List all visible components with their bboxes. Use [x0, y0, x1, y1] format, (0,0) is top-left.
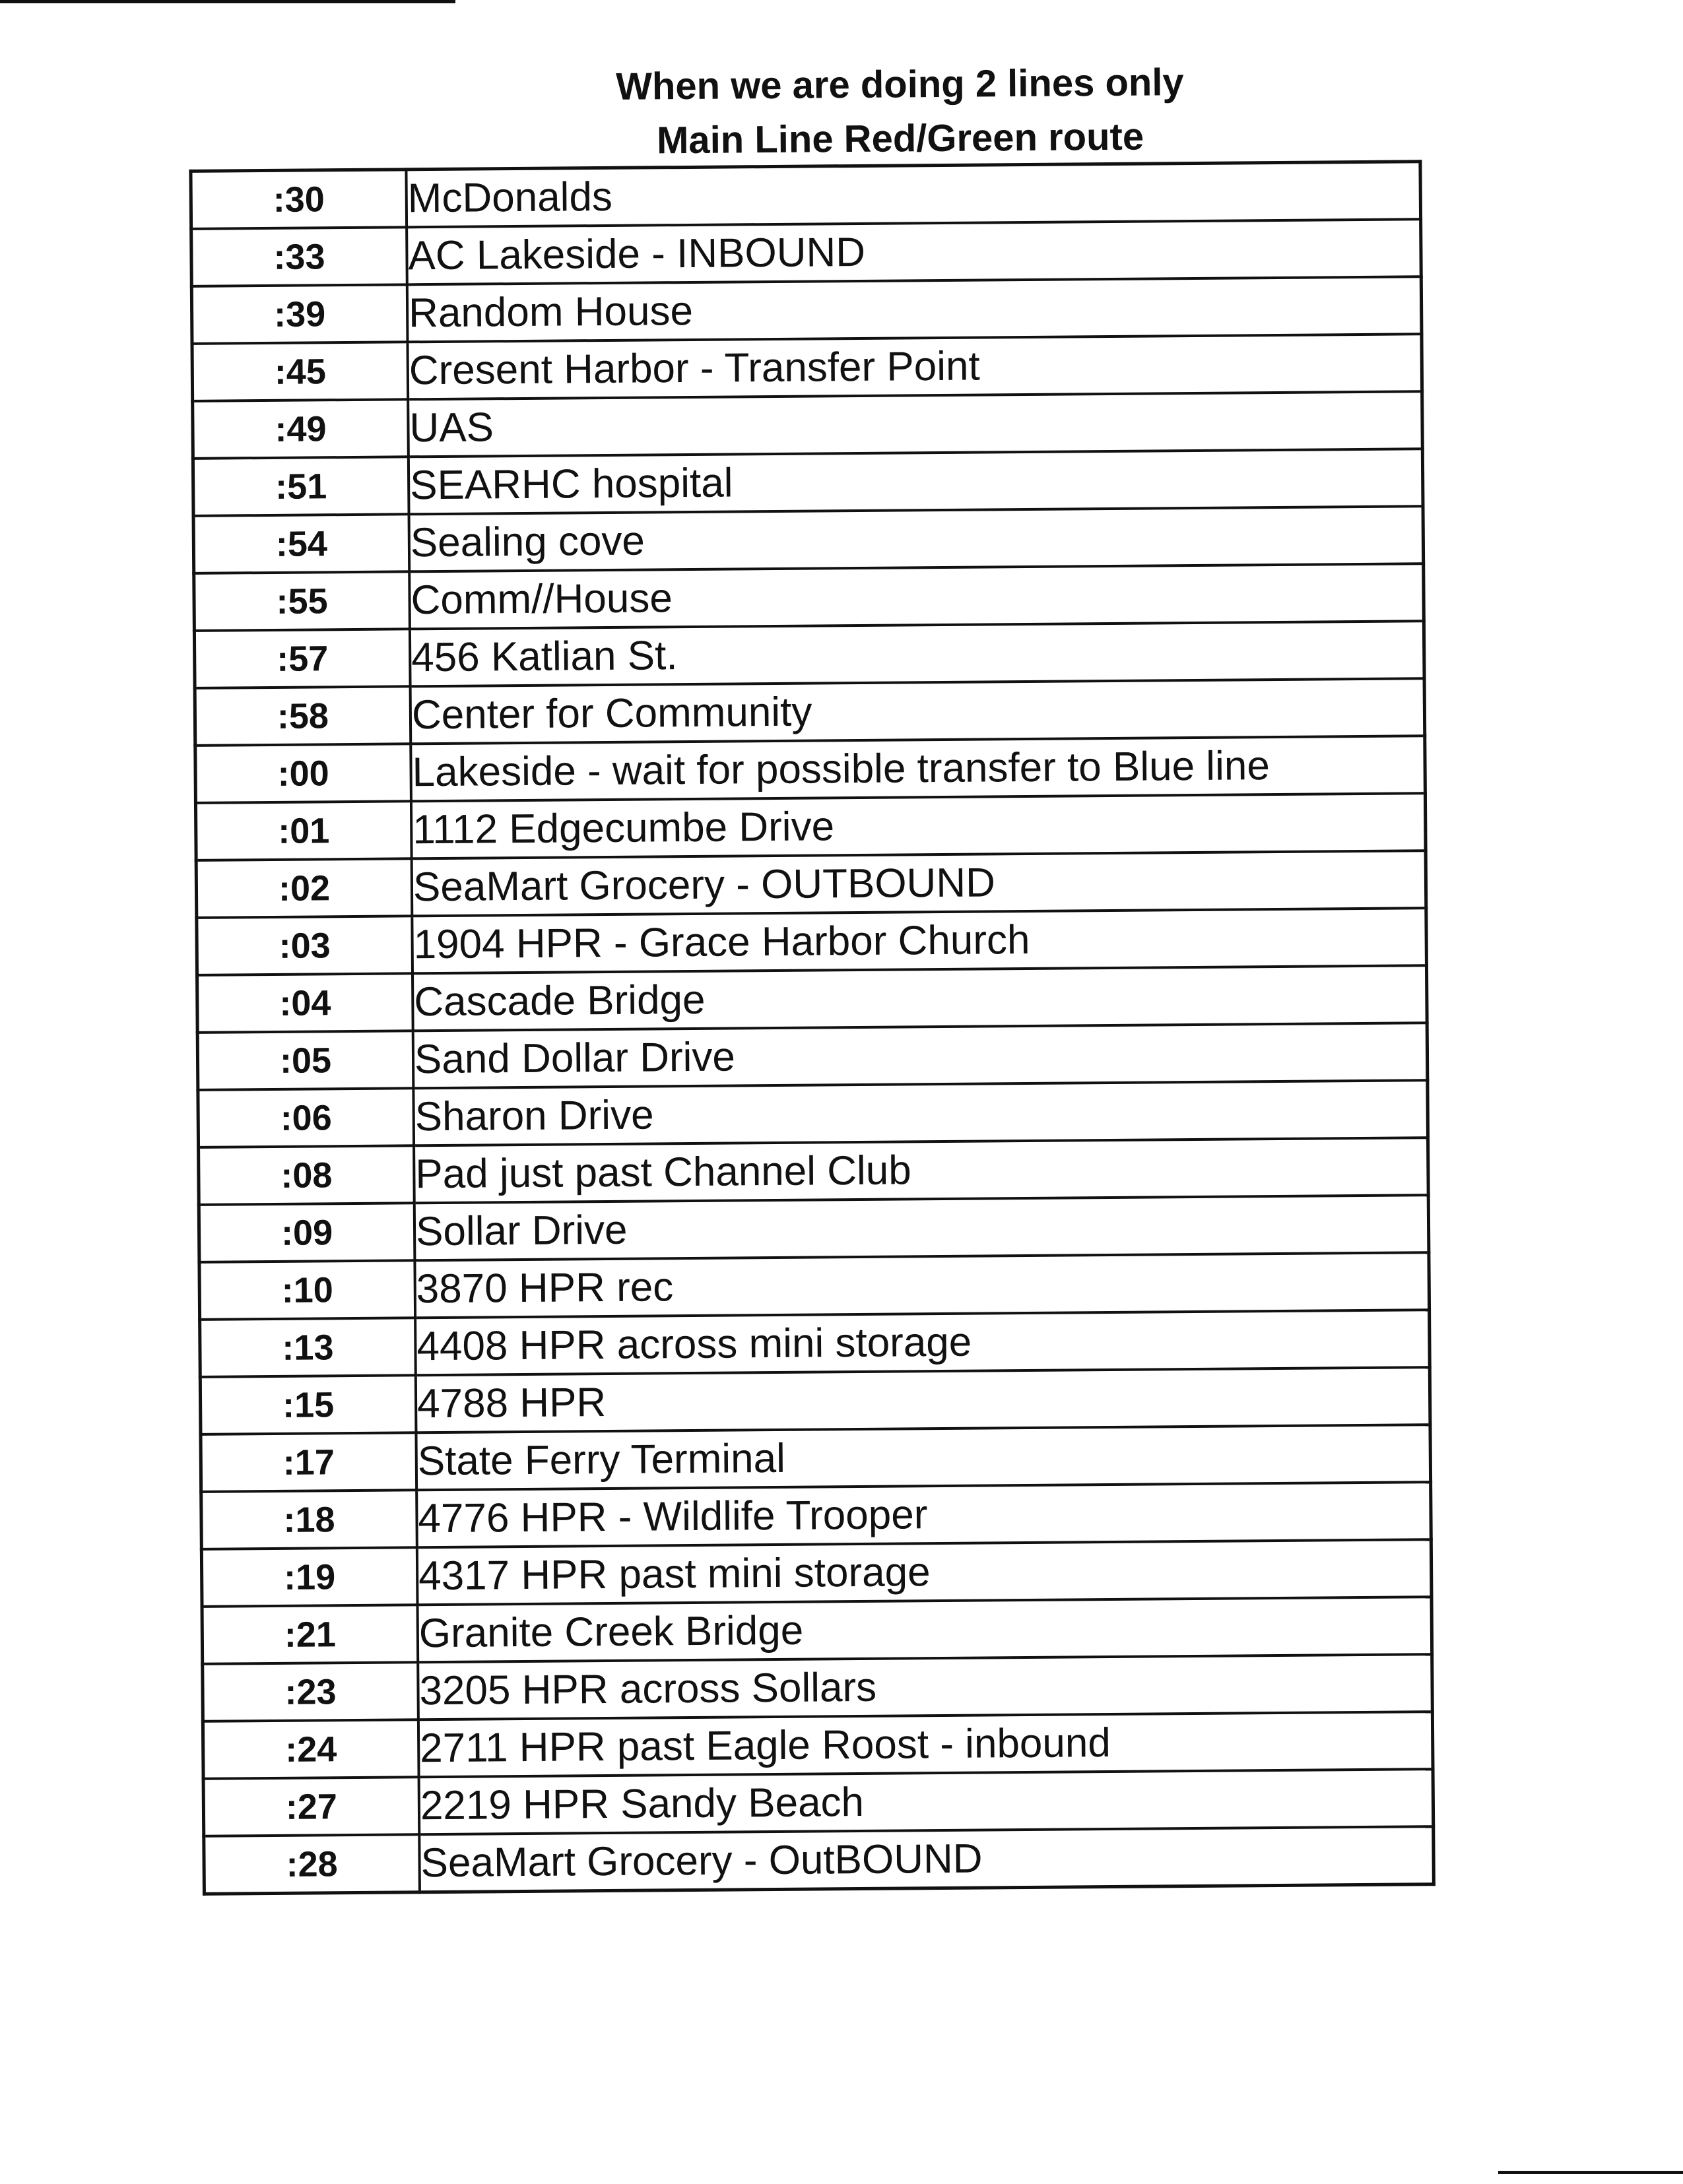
- stop-name-cell: SeaMart Grocery - OutBOUND: [419, 1826, 1434, 1892]
- table-row: [191, 219, 1422, 286]
- departure-time-cell: :15: [200, 1375, 416, 1434]
- departure-time-cell: :58: [195, 686, 411, 746]
- departure-time-cell: :55: [194, 571, 410, 631]
- departure-time-cell: :24: [203, 1719, 418, 1779]
- table-row: [199, 1252, 1430, 1320]
- departure-time-cell: :10: [199, 1260, 415, 1320]
- stop-name-cell: 456 Katlian St.: [410, 621, 1424, 686]
- departure-time-cell: :33: [191, 227, 407, 286]
- stop-name-cell: Center for Community: [411, 678, 1425, 744]
- departure-time-cell: :04: [197, 973, 413, 1033]
- stop-name-cell: 1112 Edgecumbe Drive: [411, 793, 1426, 858]
- stop-name-cell: 1904 HPR - Grace Harbor Church: [412, 908, 1426, 973]
- table-row: [195, 793, 1426, 860]
- stop-name-cell: 4408 HPR across mini storage: [415, 1310, 1430, 1375]
- table-row: [203, 1654, 1433, 1721]
- table-row: [196, 851, 1426, 918]
- table-row: [200, 1367, 1430, 1434]
- departure-time-cell: :28: [204, 1834, 420, 1894]
- table-row: [201, 1425, 1431, 1492]
- stop-name-cell: Sand Dollar Drive: [413, 1023, 1428, 1088]
- departure-time-cell: :05: [197, 1031, 413, 1090]
- scan-edge-top: [0, 0, 455, 3]
- table-row: [197, 1023, 1428, 1090]
- stop-name-cell: State Ferry Terminal: [416, 1425, 1430, 1490]
- departure-time-cell: :18: [201, 1490, 417, 1549]
- stop-name-cell: 3205 HPR across Sollars: [418, 1654, 1432, 1719]
- table-row: [200, 1310, 1430, 1377]
- table-row: [197, 908, 1427, 975]
- table-row: [193, 506, 1424, 573]
- table-row: [191, 276, 1422, 344]
- table-row: [192, 334, 1422, 401]
- stop-name-cell: 3870 HPR rec: [414, 1252, 1429, 1318]
- departure-time-cell: :54: [193, 514, 409, 573]
- stop-name-cell: Lakeside - wait for possible transfer to Blue line: [411, 736, 1425, 801]
- table-row: [199, 1195, 1429, 1262]
- departure-time-cell: :19: [201, 1547, 417, 1607]
- stop-name-cell: Pad just past Channel Club: [414, 1138, 1428, 1203]
- table-row: [198, 1080, 1428, 1147]
- document-subtitle: Main Line Red/Green route: [656, 115, 1144, 162]
- table-row: [203, 1769, 1434, 1836]
- stop-name-cell: Random House: [407, 276, 1422, 342]
- table-row: [194, 621, 1424, 688]
- table-row: [191, 162, 1421, 229]
- stop-name-cell: Comm//House: [409, 563, 1424, 629]
- schedule-table: [189, 160, 1435, 1896]
- stop-name-cell: 4776 HPR - Wildlife Trooper: [416, 1482, 1431, 1547]
- departure-time-cell: :49: [193, 399, 409, 459]
- departure-time-cell: :17: [201, 1432, 416, 1492]
- table-row: [197, 965, 1428, 1033]
- departure-time-cell: :08: [199, 1145, 414, 1205]
- stop-name-cell: 2711 HPR past Eagle Roost - inbound: [418, 1712, 1433, 1777]
- table-row: [199, 1138, 1429, 1205]
- table-row: [195, 736, 1426, 803]
- departure-time-cell: :13: [200, 1318, 416, 1377]
- table-row: [194, 563, 1424, 631]
- stop-name-cell: 4788 HPR: [416, 1367, 1430, 1432]
- departure-time-cell: :30: [191, 170, 407, 229]
- departure-time-cell: :21: [202, 1605, 418, 1664]
- stop-name-cell: AC Lakeside - INBOUND: [407, 219, 1421, 284]
- stop-name-cell: 4317 HPR past mini storage: [417, 1539, 1432, 1605]
- departure-time-cell: :02: [196, 858, 412, 918]
- stop-name-cell: Sollar Drive: [414, 1195, 1429, 1260]
- stop-name-cell: SeaMart Grocery - OUTBOUND: [412, 851, 1426, 916]
- departure-time-cell: :09: [199, 1203, 414, 1262]
- departure-time-cell: :23: [203, 1662, 418, 1721]
- departure-time-cell: :51: [193, 457, 409, 516]
- stop-name-cell: Sharon Drive: [413, 1080, 1428, 1145]
- stop-name-cell: Cresent Harbor - Transfer Point: [407, 334, 1422, 399]
- table-row: [195, 678, 1425, 746]
- stop-name-cell: SEARHC hospital: [409, 449, 1423, 514]
- table-row: [203, 1712, 1433, 1779]
- departure-time-cell: :27: [203, 1777, 419, 1836]
- stop-name-cell: UAS: [408, 391, 1422, 457]
- document-title: When we are doing 2 lines only: [615, 61, 1184, 108]
- table-row: [201, 1539, 1432, 1607]
- table-row: [201, 1482, 1432, 1549]
- stop-name-cell: Granite Creek Bridge: [418, 1597, 1432, 1662]
- stop-name-cell: Cascade Bridge: [412, 965, 1427, 1031]
- departure-time-cell: :06: [198, 1088, 414, 1147]
- departure-time-cell: :57: [194, 629, 410, 688]
- schedule-table-body: [191, 162, 1434, 1894]
- departure-time-cell: :39: [191, 284, 407, 344]
- table-row: [193, 449, 1423, 516]
- departure-time-cell: :03: [197, 916, 412, 975]
- table-row: [193, 391, 1423, 459]
- departure-time-cell: :45: [192, 342, 408, 401]
- table-row: [202, 1597, 1432, 1664]
- departure-time-cell: :01: [195, 801, 411, 860]
- stop-name-cell: Sealing cove: [409, 506, 1424, 571]
- stop-name-cell: 2219 HPR Sandy Beach: [419, 1769, 1434, 1834]
- departure-time-cell: :00: [195, 744, 411, 803]
- table-row: [204, 1826, 1434, 1894]
- stop-name-cell: McDonalds: [406, 162, 1420, 228]
